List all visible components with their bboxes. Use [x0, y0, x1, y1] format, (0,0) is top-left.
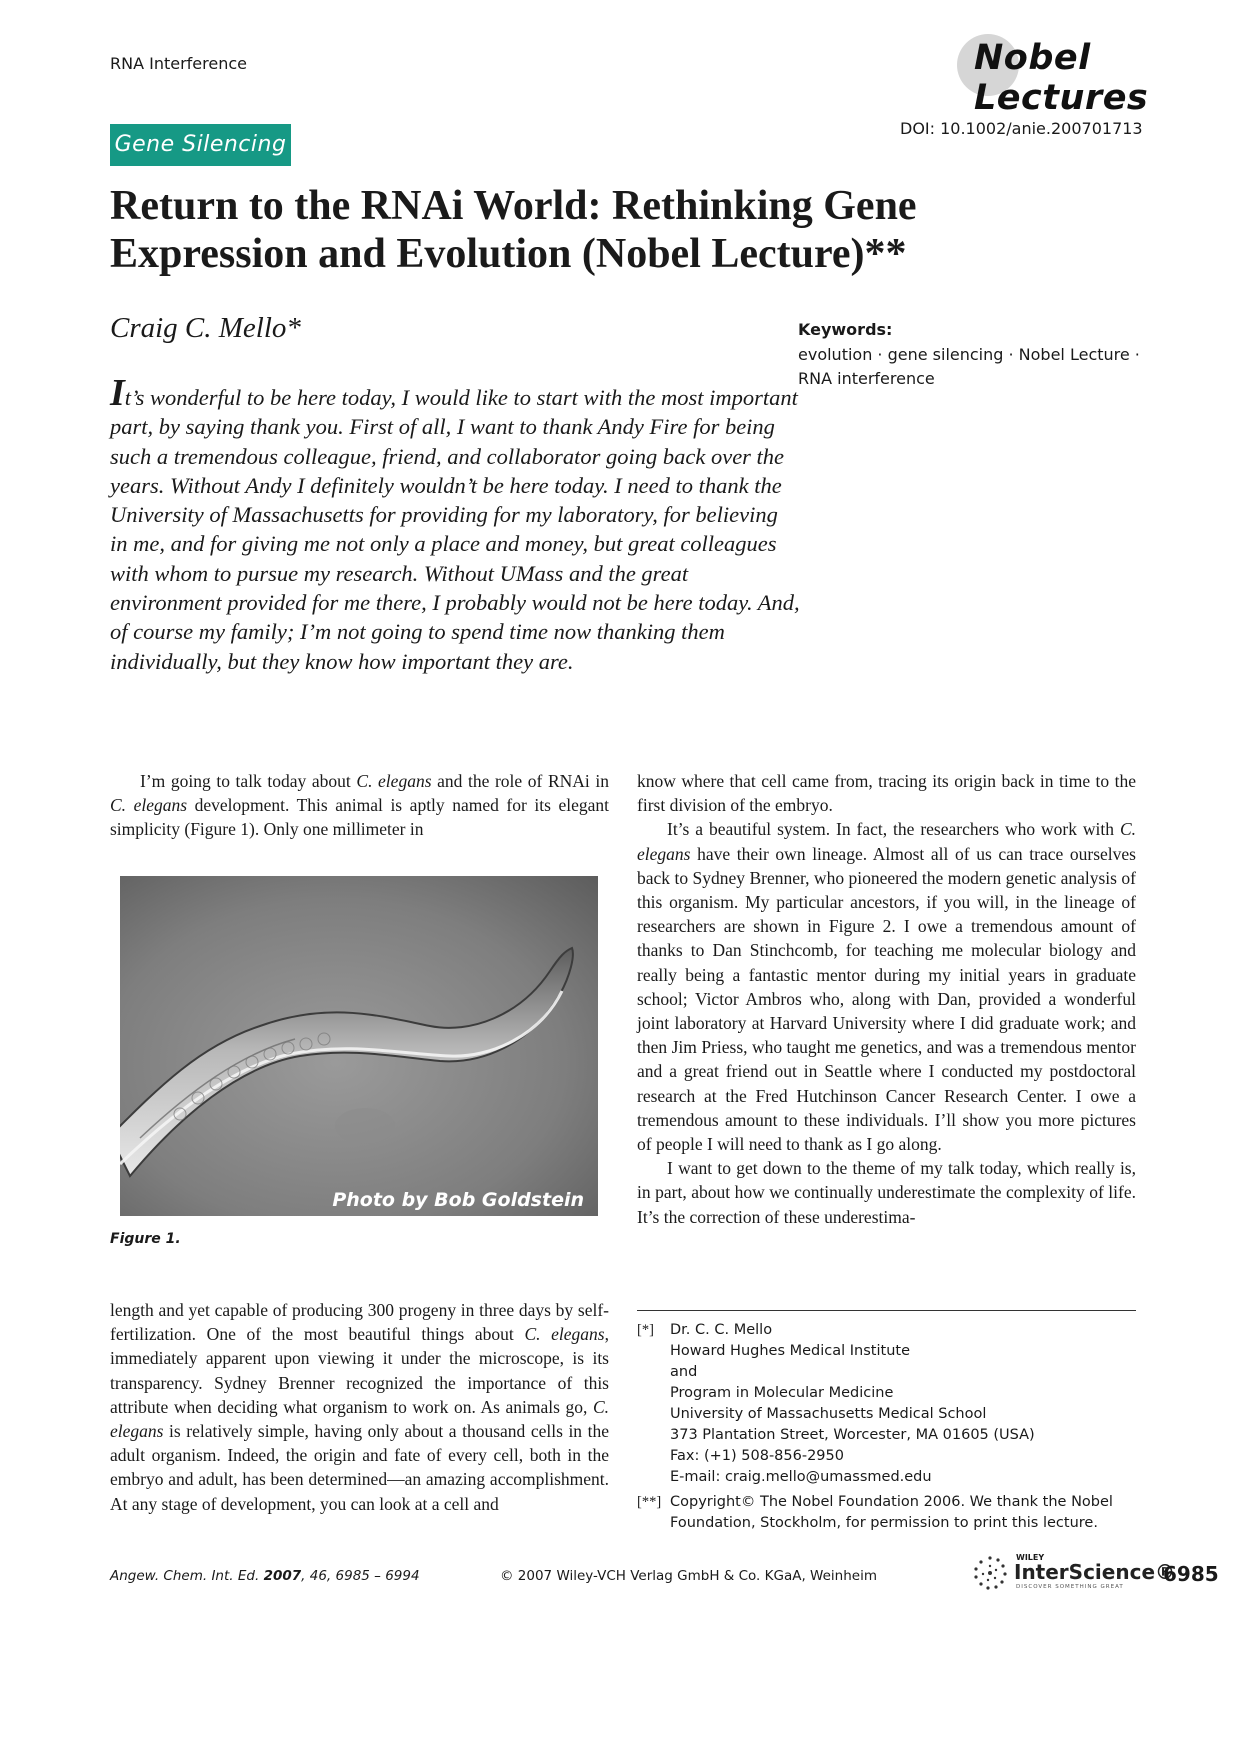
worm-micrograph: [120, 876, 598, 1216]
figure-credit: Photo by Bob Goldstein: [332, 1189, 584, 1211]
keywords-label: Keywords:: [798, 320, 893, 339]
logo-wiley-text: WILEY: [1016, 1553, 1045, 1562]
text-run: is relatively simple, having only about a thousand cells in the adult organism. Indeed, the origin and fate of every cell, both in the embryo and adult, has been determined—an amazing accomplishment. At any stage of development, you can look at a cell and: [110, 1421, 609, 1514]
species-name: C. elegans: [110, 1396, 609, 1442]
text-run: I’m going to talk today about: [140, 771, 357, 791]
footnote-mark: [**]: [637, 1494, 662, 1510]
body-left-column-top: [110, 769, 609, 842]
body-paragraph: [110, 769, 609, 842]
footnote-line: Dr. C. C. Mello: [670, 1322, 773, 1338]
journal-pages: 6985 – 6994: [335, 1568, 420, 1584]
text-run: It’s a beautiful system. In fact, the researchers who work with: [667, 819, 1120, 840]
running-head: RNA Interference: [110, 54, 247, 73]
body-paragraph: I want to get down to the theme of my talk today, which really is, in part, about how we continually underestimate the complexity of life. It’s the correction of these underestima-: [637, 1158, 1136, 1227]
body-paragraph: know where that cell came from, tracing its origin back in time to the first division of the embryo.: [637, 771, 1136, 816]
text-run: have their own lineage. Almost all of us can trace ourselves back to Sydney Brenner, who pioneered the modern genetic analysis of this organism. My particular ancestors, if you will, in the lineage of researchers are shown in Figure 2. I owe a tremendous amount of thanks to Dan Stinchcomb, for teaching me molecular biology and really being a fantastic mentor during my initial years in graduate school; Victor Ambros who, along with Dan, provided a wonderful joint laboratory at Harvard University where I did graduate work; and then Jim Priess, who taught me genetics, and was a tremendous mentor and a great friend out in Seattle where I conducted my postdoctoral research at the Fred Hutchinson Cancer Research Center. I owe a tremendous amount to these individuals. I’ll show you more pictures of people I will need to thank as I go along.: [637, 843, 1136, 1155]
article-title-line-2: Expression and Evolution (Nobel Lecture)**: [110, 231, 907, 277]
author: Craig C. Mello*: [110, 312, 301, 344]
dotted-globe-icon: [972, 1555, 1008, 1591]
series-title: Nobel Lectures: [974, 38, 1149, 118]
abstract-dropcap: I: [110, 372, 125, 414]
logo-main-text: InterScience®: [1014, 1560, 1176, 1584]
footnote-affiliation: [637, 1320, 1136, 1488]
footnote-mark: [*]: [637, 1322, 654, 1338]
journal-citation: Angew. Chem. Int. Ed. 2007, 46, 6985 – 6994: [110, 1568, 420, 1584]
text-run: , immediately apparent upon viewing it under the microscope, is its transparency. Sydney Brenner recognized the importance of this attribute when deciding what organism to work on. As animals go,: [110, 1324, 609, 1417]
interscience-logo[interactable]: [972, 1553, 1176, 1593]
footnote-copyright: [637, 1492, 1136, 1534]
text-run: length and yet capable of producing 300 progeny in three days by self-fertilization. One of the most beautiful things about: [110, 1300, 609, 1345]
journal-volume: 46: [309, 1568, 327, 1584]
footnote-line: University of Massachusetts Medical School: [670, 1406, 987, 1422]
body-left-column-bottom: [110, 1298, 609, 1516]
species-name: C. elegans: [110, 795, 188, 816]
keywords-line-2: RNA interference: [798, 369, 935, 388]
keywords-list: [798, 343, 1158, 391]
page-number: 6985: [1163, 1562, 1219, 1586]
text-run: development. This animal is aptly named for its elegant simplicity (Figure 1). Only one millimeter in: [110, 795, 609, 840]
figure-1-image: [120, 876, 598, 1216]
abstract: [110, 372, 800, 676]
footnote-line: and: [670, 1364, 698, 1380]
footnotes: [637, 1320, 1136, 1538]
text-run: and the role of RNAi in: [431, 771, 610, 791]
doi[interactable]: DOI: 10.1002/anie.200701713: [900, 119, 1143, 138]
footnote-line: Program in Molecular Medicine: [670, 1385, 894, 1401]
footnote-divider: [637, 1310, 1136, 1311]
logo-tagline: DISCOVER SOMETHING GREAT: [1016, 1584, 1124, 1590]
species-name: C. elegans: [637, 819, 1136, 864]
journal-year: 2007: [263, 1568, 302, 1584]
keywords-line-1: evolution · gene silencing · Nobel Lecture ·: [798, 345, 1140, 364]
footnote-line: Howard Hughes Medical Institute: [670, 1343, 910, 1359]
body-paragraph: [637, 817, 1136, 1156]
figure-caption: Figure 1.: [110, 1231, 181, 1247]
footnote-line: Fax: (+1) 508-856-2950: [670, 1448, 844, 1464]
publisher-copyright: © 2007 Wiley-VCH Verlag GmbH & Co. KGaA, Weinheim: [500, 1568, 877, 1584]
journal-name: Angew. Chem. Int. Ed.: [110, 1568, 260, 1584]
article-title: [110, 182, 1010, 278]
species-name: C. elegans: [524, 1324, 605, 1345]
footnote-text: Copyright© The Nobel Foundation 2006. We thank the Nobel Foundation, Stockholm, for permission to print this lecture.: [670, 1494, 1113, 1531]
footnote-email[interactable]: E-mail: craig.mello@umassmed.edu: [670, 1469, 932, 1485]
species-name: C. elegans: [356, 771, 432, 791]
body-right-column: [637, 769, 1136, 1229]
body-paragraph: [110, 1298, 609, 1516]
article-title-line-1: Return to the RNAi World: Rethinking Gene: [110, 183, 917, 229]
section-tag: Gene Silencing: [110, 124, 291, 166]
footnote-line: 373 Plantation Street, Worcester, MA 01605 (USA): [670, 1427, 1035, 1443]
abstract-text: t’s wonderful to be here today, I would like to start with the most important part, by saying thank you. First of all, I want to thank Andy Fire for being such a tremendous colleague, friend, and collaborator going back over the years. Without Andy I definitely wouldn’t be here today. I need to thank the University of Massachusetts for providing for my laboratory, for believing in me, and for giving me not only a place and money, but great colleagues with whom to pursue my research. Without UMass and the great environment provided for me there, I probably would not be here today. And, of course my family; I’m not going to spend time now thanking them individually, but they know how important they are.: [110, 385, 800, 674]
